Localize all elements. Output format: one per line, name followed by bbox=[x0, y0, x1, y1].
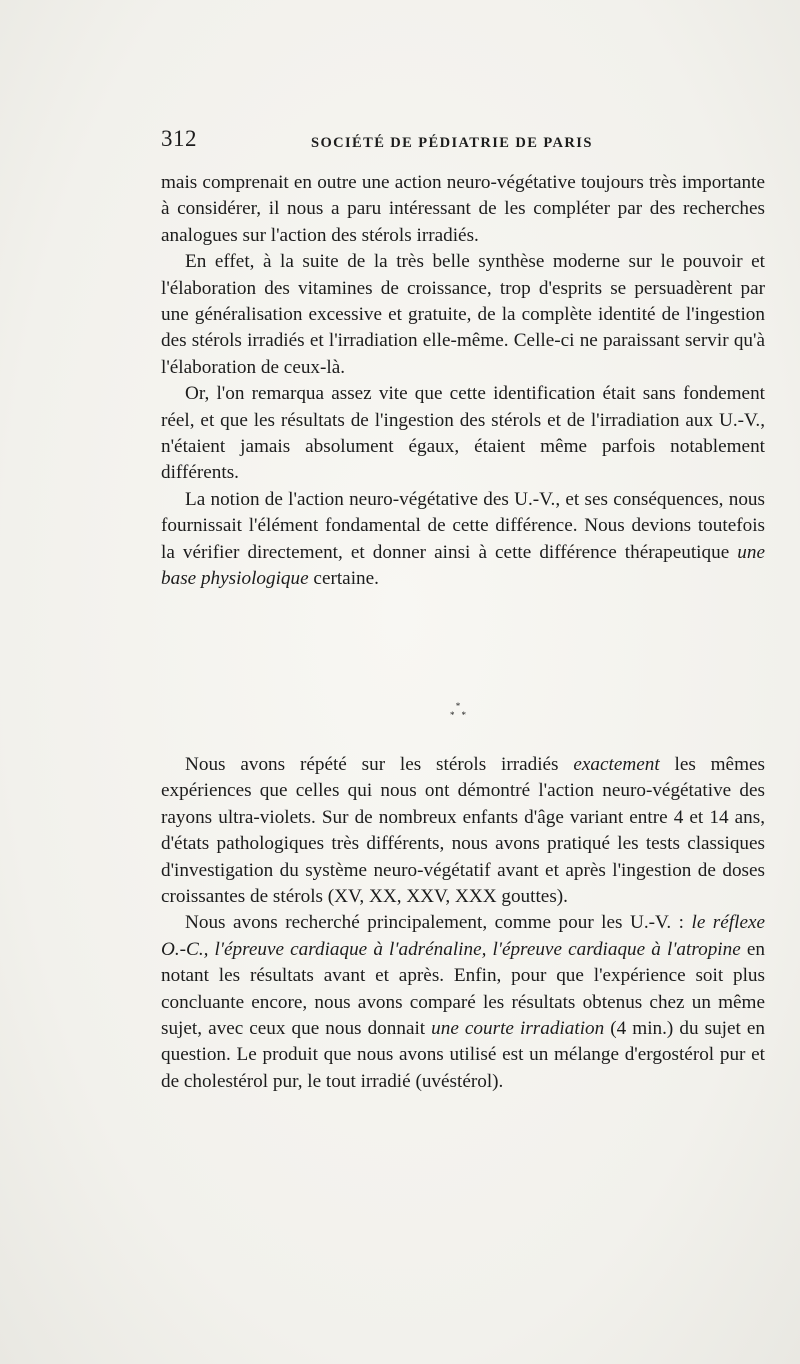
paragraph-5-text-end: les mêmes expériences que celles qui nous ont démontré l'action neuro-végétative des rayons ultra-violets. Sur de nombreux enfants d'âge variant entre 4 et 14 ans, d'états pathologiques très différents, nous avons pratiqué les tests classiques d'investigation du système neuro-végétatif avant et après l'ingestion de doses croissantes de stérols (XV, XX, XXV, XXX gouttes). bbox=[161, 754, 765, 908]
paragraph-5-text: Nous avons répété sur les stérols irradiés bbox=[185, 754, 574, 775]
page-number: 312 bbox=[161, 126, 197, 151]
paragraph-6 bbox=[161, 910, 765, 1095]
paragraph-4-text: La notion de l'action neuro-végétative des U.-V., et ses conséquences, nous fournissait l'élément fondamental de cette différence. Nous devions toutefois la vérifier directement, et donner ainsi à cette différence thérapeutique bbox=[161, 488, 765, 563]
text-block-lower bbox=[161, 752, 765, 1095]
paragraph-5-emphasis: exactement bbox=[573, 754, 660, 775]
paragraph-4-emphasis: une base physiologique bbox=[161, 541, 765, 590]
asterism-star-top: * bbox=[455, 701, 461, 711]
running-title: SOCIÉTÉ DE PÉDIATRIE DE PARIS bbox=[311, 135, 593, 151]
asterism-separator bbox=[446, 702, 470, 728]
paragraph-4-text-end: certaine. bbox=[308, 568, 379, 590]
paragraph-4 bbox=[161, 487, 765, 593]
asterism-star-left: * bbox=[450, 710, 455, 720]
paragraph-5 bbox=[161, 752, 765, 910]
asterism-star-right: * bbox=[461, 710, 466, 720]
paragraph-6-text-mid: en notant les résultats avant et après. Enfin, pour que l'expérience soit plus concluante encore, nous avons comparé les résultats obtenus chez un même sujet, avec ceux que nous donnait bbox=[161, 938, 765, 1040]
paragraph-3: Or, l'on remarqua assez vite que cette identification était sans fondement réel, et que les résultats de l'ingestion des stérols et de l'irradiation aux U.-V., n'étaient jamais absolument égaux, étaient même parfois notablement différents. bbox=[161, 383, 765, 484]
paragraph-1: mais comprenait en outre une action neuro-végétative toujours très importante à considérer, il nous a paru intéressant de les compléter par des recherches analogues sur l'action des stérols irradiés. bbox=[161, 172, 765, 246]
paragraph-6-emphasis-2: une courte irradiation bbox=[431, 1018, 605, 1040]
paragraph-6-emphasis: le réflexe O.-C., l'épreuve cardiaque à l'adrénaline, l'épreuve cardiaque à l'atropine bbox=[161, 912, 765, 960]
paragraph-2: En effet, à la suite de la très belle synthèse moderne sur le pouvoir et l'élaboration des vitamines de croissance, trop d'esprits se persuadèrent par une généralisation excessive et gratuite, de la complète identité de l'ingestion des stérols irradiés et l'irradiation elle-même. Celle-ci ne paraissant servir qu'à l'élaboration de ceux-là. bbox=[161, 251, 765, 378]
page-header bbox=[161, 126, 763, 160]
paragraph-6-text-end: (4 min.) du sujet en question. Le produit que nous avons utilisé est un mélange d'ergostérol pur et de cholestérol pur, le tout irradié (uvéstérol). bbox=[161, 1018, 765, 1092]
text-block-upper bbox=[161, 170, 765, 593]
paragraph-6-text: Nous avons recherché principalement, comme pour les U.-V. : bbox=[185, 912, 692, 934]
